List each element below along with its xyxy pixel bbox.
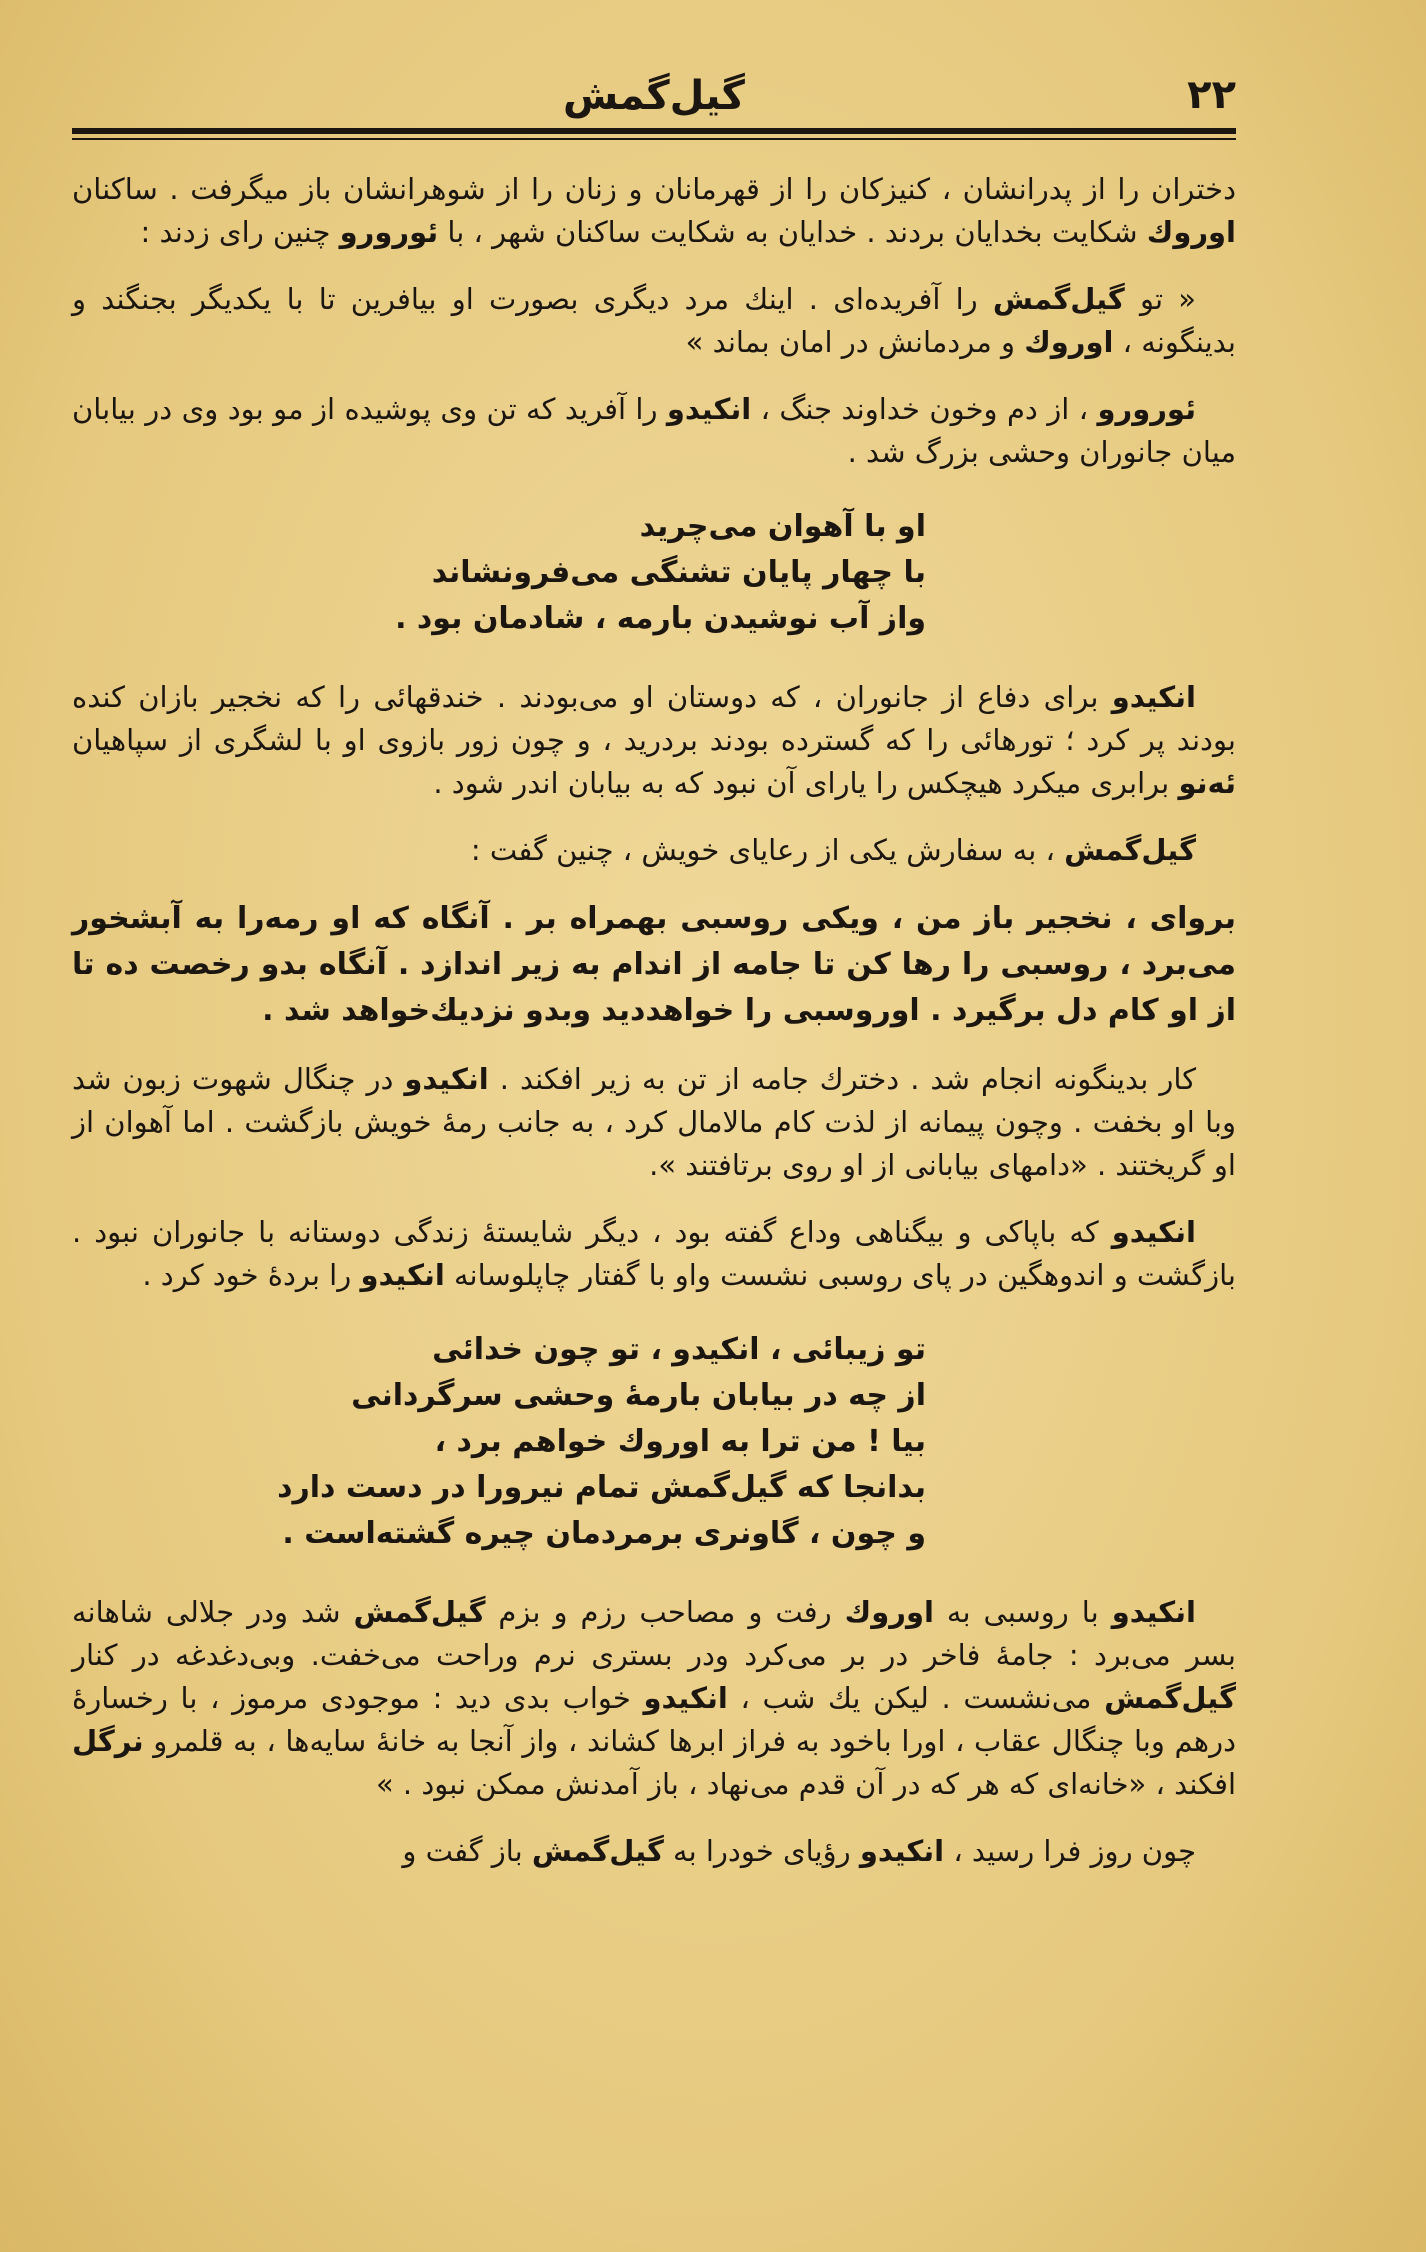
verse-line: از چه در بیابان بارمهٔ وحشی سرگردانی	[351, 1378, 926, 1413]
page-header	[72, 66, 1236, 126]
verse-1	[72, 504, 1236, 642]
paragraph-9: چون روز فرا رسید ، انکیدو رؤیای خودرا به گیل‌گمش باز گفت و	[402, 1834, 1196, 1868]
quoted-speech: بروای ، نخجیر باز من ، ویکی روسبی بهمراه بر . آنگاه که او رمه‌را به آبشخور می‌برد ، روسبی را رها کن تا جامه از اندام به زیر اندازد . آنگاه بدو رخصت ده تا از او کام دل برگیرد . اوروسبی را خواهددید وبدو نزدیك‌خواهد شد .	[72, 901, 1236, 1028]
name-gilgamesh: گیل‌گمش	[1104, 1681, 1236, 1715]
paragraph-3: ئورورو ، از دم وخون خداوند جنگ ، انکیدو را آفرید که تن وی پوشیده از مو بود وی در بیابان میان جانوران وحشی بزرگ شد .	[72, 392, 1236, 469]
paragraph-6: کار بدینگونه انجام شد . دخترك جامه از تن به زیر افکند . انکیدو در چنگال شهوت زبون شد وبا او بخفت . وچون پیمانه از لذت کام مالامال کرد ، به جانب رمهٔ خویش بازگشت . اما آهوان از او گریختند . «دامهای بیابانی از او روی برتافتند ».	[72, 1062, 1236, 1182]
name-uruk: اوروك	[1024, 325, 1114, 359]
verse-line: او با آهوان می‌چرید	[639, 509, 926, 544]
verse-line: تو زیبائی ، انکیدو ، تو چون خدائی	[432, 1332, 926, 1367]
name-gilgamesh: گیل‌گمش	[1064, 833, 1196, 867]
name-enkidu: انکیدو	[643, 1681, 728, 1715]
paragraph-2: « تو گیل‌گمش را آفریده‌ای . اینك مرد دیگری بصورت او بیافرین تا با یکدیگر بجنگند و بدینگونه ، اوروك و مردمانش در امان بماند »	[72, 282, 1236, 359]
name-uruk: اوروك	[1146, 215, 1236, 249]
verse-line: بیا ! من ترا به اوروك خواهم برد ،	[434, 1424, 926, 1459]
name-enkidu: انکیدو	[360, 1258, 445, 1292]
name-aruru: ئورورو	[339, 215, 439, 249]
name-enkidu: انکیدو	[1111, 1215, 1196, 1249]
paragraph-4: انکیدو برای دفاع از جانوران ، که دوستان او می‌بودند . خندقهائی را که نخجیر بازان کنده بودند پر کرد ؛ تورهائی را که گسترده بودند بردرید ، و چون زور بازوی او با لشگری از سپاهیان ئه‌نو برابری میکرد هیچکس را یارای آن نبود که به بیابان اندر شود .	[72, 680, 1236, 800]
verse-line: واز آب نوشیدن بارمه ، شادمان بود .	[395, 601, 926, 636]
name-enkidu: انکیدو	[1111, 1595, 1196, 1629]
name-enkidu: انکیدو	[859, 1834, 945, 1868]
name-enkidu: انکیدو	[666, 392, 752, 426]
name-gilgamesh: گیل‌گمش	[992, 282, 1125, 316]
name-gilgamesh: گیل‌گمش	[531, 1834, 664, 1868]
running-title: گیل‌گمش	[563, 73, 745, 119]
header-rule-thin	[72, 138, 1236, 140]
name-enkidu: انکیدو	[404, 1062, 489, 1096]
paragraph-8: انکیدو با روسبی به اوروك رفت و مصاحب رزم و بزم گیل‌گمش شد ودر جلالی شاهانه بسر می‌برد : جامهٔ فاخر در بر می‌کرد ودر بستری نرم وراحت می‌خفت. وبی‌دغدغه در کنار گیل‌گمش می‌نشست . لیکن یك شب ، انکیدو خواب بدی دید : موجودی مرموز ، با رخسارهٔ درهم وبا چنگال عقاب ، اورا باخود به فراز ابرها کشاند ، واز آنجا به خانهٔ سایه‌ها ، به قلمرو نرگل افکند ، «خانه‌ای که هر که در آن قدم می‌نهاد ، باز آمدنش ممکن نبود . »	[72, 1595, 1236, 1801]
paragraph-1: دختران را از پدرانشان ، کنیزکان را از قهرمانان و زنان را از شوهرانشان باز میگرفت . ساکنان اوروك شکایت بخدایان بردند . خدایان به شکایت ساکنان شهر ، با ئورورو چنین رای زدند :	[72, 172, 1236, 249]
name-anu: ئه‌نو	[1178, 766, 1236, 800]
paragraph-7: انکیدو که باپاکی و بیگناهی وداع گفته بود ، دیگر شایستهٔ زندگی دوستانه با جانوران نبود . بازگشت و اندوهگین در پای روسبی نشست واو با گفتار چاپلوسانه انکیدو را بردهٔ خود کرد .	[72, 1215, 1236, 1292]
name-nergal: نرگل	[72, 1724, 144, 1758]
header-rule-thick	[72, 128, 1236, 134]
name-gilgamesh: گیل‌گمش	[353, 1595, 486, 1629]
verse-line: و چون ، گاونری برمردمان چیره گشته‌است .	[282, 1516, 926, 1551]
paragraph-5: گیل‌گمش ، به سفارش یکی از رعایای خویش ، چنین گفت :	[470, 833, 1196, 867]
name-aruru: ئورورو	[1097, 392, 1196, 426]
page-body	[72, 168, 1236, 1897]
name-uruk: اوروك	[844, 1595, 934, 1629]
page-number: ۲۲	[1187, 72, 1236, 118]
verse-line: بدانجا که گیل‌گمش تمام نیرورا در دست دارد	[277, 1470, 926, 1505]
verse-2	[72, 1327, 1236, 1557]
name-enkidu: انکیدو	[1111, 680, 1196, 714]
verse-line: با چهار پایان تشنگی می‌فرونشاند	[431, 555, 926, 590]
